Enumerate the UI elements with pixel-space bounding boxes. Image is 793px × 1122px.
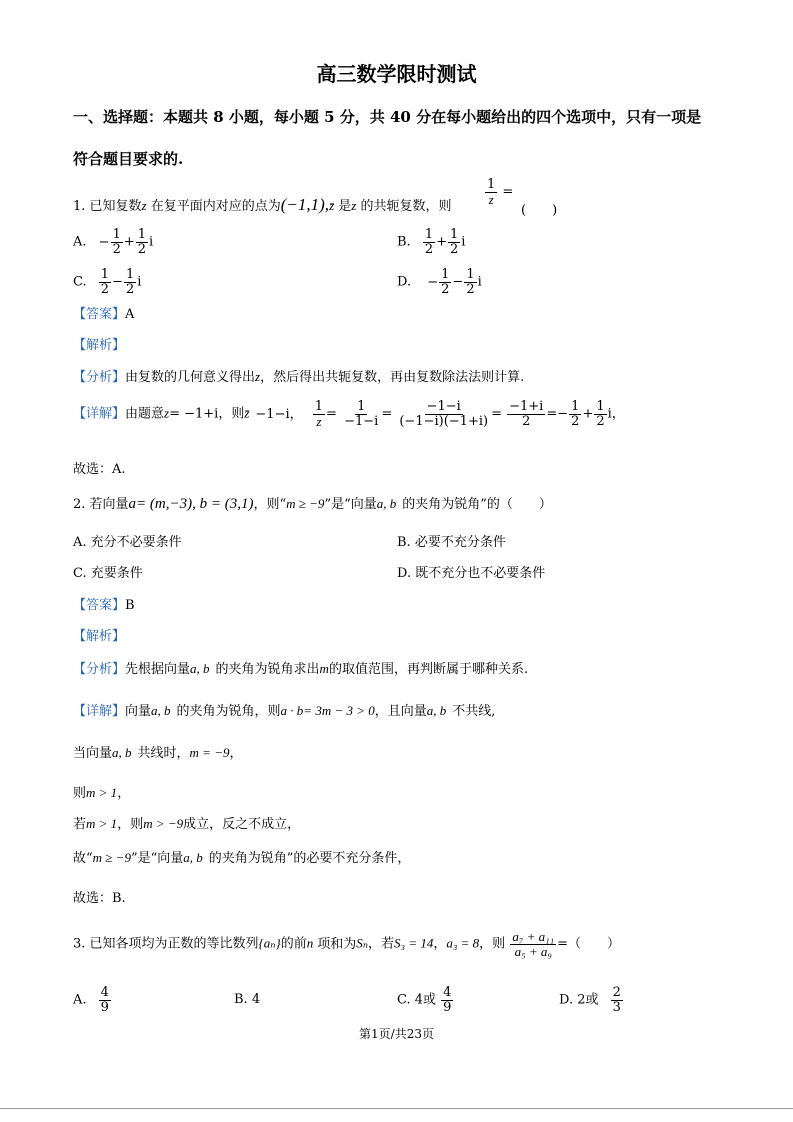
q3-stem-text: =（ ） bbox=[557, 936, 621, 952]
fraction bbox=[611, 986, 623, 1014]
plus-sign: + bbox=[123, 234, 135, 250]
fraction bbox=[594, 400, 606, 428]
fraction bbox=[342, 400, 380, 428]
page-footer: 第1页/共23页 bbox=[359, 1027, 434, 1041]
page-title: 高三数学限时测试 bbox=[316, 62, 477, 86]
q2-line4 bbox=[73, 817, 300, 831]
frac-den: z bbox=[316, 413, 322, 429]
fraction bbox=[313, 400, 325, 428]
line-eq: m > 1 bbox=[86, 816, 118, 831]
fenxi-text: 由复数的几何意义得出 bbox=[125, 370, 256, 385]
frac-num: 4 bbox=[443, 985, 452, 1000]
math-z: z bbox=[255, 369, 261, 384]
q2-option-d: D. 既不充分也不必要条件 bbox=[397, 566, 546, 581]
fraction bbox=[448, 228, 460, 256]
frac-num: 4 bbox=[100, 985, 109, 1000]
math-m: m bbox=[319, 661, 329, 676]
fraction bbox=[99, 268, 111, 296]
fraction bbox=[397, 400, 490, 428]
q2-analysis-tag: 【解析】 bbox=[73, 629, 126, 644]
fraction bbox=[569, 400, 581, 428]
imag-unit: i bbox=[477, 274, 482, 290]
xiangjie-text: 向量 bbox=[125, 704, 152, 719]
q1-answer-paren: ( ) bbox=[521, 203, 558, 218]
frac-den: 2 bbox=[466, 281, 475, 297]
answer-value: B bbox=[125, 598, 135, 613]
fraction bbox=[441, 986, 453, 1014]
fraction bbox=[464, 268, 476, 296]
xiangjie-eq: −1−i， bbox=[255, 406, 303, 422]
q3-sequence: {aₙ} bbox=[258, 935, 281, 951]
frac-num: 1 bbox=[424, 227, 434, 242]
frac-den: 2 bbox=[125, 281, 135, 297]
fraction bbox=[124, 268, 136, 296]
option-label: C. 4或 bbox=[397, 992, 437, 1008]
q3-stem-text: ， bbox=[433, 936, 447, 952]
equals: = bbox=[546, 406, 558, 422]
section-heading-line2: 符合题目要求的. bbox=[73, 150, 184, 168]
q1-conclusion: 故选：A. bbox=[73, 462, 126, 477]
frac-num: 1 bbox=[125, 267, 135, 282]
q2-option-c: C. 充要条件 bbox=[73, 566, 143, 581]
q1-stem-text: 是 bbox=[338, 199, 352, 214]
q1-stem-text: 1. 已知复数 bbox=[73, 199, 142, 214]
q1-option-b bbox=[397, 228, 465, 256]
frac-num: −1+i bbox=[509, 399, 544, 414]
line-text: 则 bbox=[73, 786, 87, 801]
frac-num: 1 bbox=[450, 227, 459, 242]
q3-stem-text: 项和为 bbox=[317, 936, 357, 952]
frac-den: z bbox=[488, 191, 494, 207]
q1-stem-text: 的共轭复数，则 bbox=[360, 199, 452, 214]
math-ab: a, b bbox=[112, 745, 132, 760]
line-text: ， bbox=[117, 786, 131, 801]
fenxi-text: 先根据向量 bbox=[125, 662, 191, 677]
frac-num: 1 bbox=[571, 399, 580, 414]
fraction bbox=[507, 400, 545, 428]
line-text: 故“ bbox=[73, 851, 93, 866]
math-sn: Sₙ bbox=[356, 935, 369, 951]
frac-num: a₇ + a₁₁ bbox=[512, 929, 555, 944]
q2-option-b: B. 必要不充分条件 bbox=[397, 535, 506, 550]
frac-num: 1 bbox=[112, 227, 121, 242]
math-ab: a, b bbox=[376, 496, 397, 511]
q3-stem-text: 的前 bbox=[280, 936, 307, 952]
frac-den: 2 bbox=[522, 413, 531, 429]
frac-den: 2 bbox=[596, 413, 605, 429]
frac-den: 3 bbox=[612, 999, 621, 1015]
frac-num: 1 bbox=[314, 399, 324, 414]
line-text: 的夹角为锐角”的必要不充分条件， bbox=[208, 851, 411, 866]
equals: = bbox=[502, 184, 514, 200]
fraction bbox=[136, 228, 148, 256]
q3-option-c bbox=[397, 986, 454, 1014]
q2-option-a: A. 充分不必要条件 bbox=[73, 535, 182, 550]
frac-den: 2 bbox=[112, 241, 121, 257]
math-s3: S₃ = 14 bbox=[394, 935, 434, 951]
q2-stem-text: 的夹角为锐角”的（ ） bbox=[402, 497, 552, 512]
frac-den: 2 bbox=[450, 241, 459, 257]
xiangjie-eq: = 3m − 3 > 0 bbox=[303, 703, 375, 718]
equals: = bbox=[326, 406, 337, 422]
math-a-dot-b: a · b bbox=[280, 703, 304, 718]
math-z: z bbox=[351, 198, 357, 213]
frac-den: 2 bbox=[571, 413, 580, 429]
math-z: z bbox=[164, 405, 170, 421]
frac-num: 1 bbox=[487, 177, 496, 192]
imag-unit: i bbox=[137, 274, 142, 290]
frac-num: 1 bbox=[100, 267, 110, 282]
fenxi-text: 的取值范围，再判断属于哪种关系. bbox=[328, 662, 529, 677]
math-a3: a₃ = 8 bbox=[446, 935, 480, 951]
q3-option-a bbox=[73, 986, 112, 1014]
answer-value: A bbox=[125, 307, 135, 322]
fenxi-text: ，然后得出共轭复数，再由复数除法法则计算. bbox=[260, 370, 525, 385]
q2-condition: m ≥ −9 bbox=[286, 496, 325, 511]
q1-option-a bbox=[73, 228, 153, 256]
q2-line2 bbox=[73, 746, 242, 760]
q2-xiangjie bbox=[73, 704, 495, 718]
frac-num: 1 bbox=[596, 399, 605, 414]
fraction bbox=[439, 268, 451, 296]
imag-unit: i bbox=[461, 234, 466, 250]
q3-option-d bbox=[559, 986, 624, 1014]
math-z: z bbox=[141, 198, 147, 213]
line-text: 成立，反之不成立， bbox=[183, 817, 301, 832]
line-eq: m > −9 bbox=[143, 816, 184, 831]
q1-point: (−1,1), bbox=[280, 195, 330, 214]
frac-num: 1 bbox=[441, 267, 450, 282]
fraction bbox=[485, 178, 497, 206]
xiangjie-text: ，且向量 bbox=[374, 704, 427, 719]
xiangjie-text: 的夹角为锐角，则 bbox=[176, 704, 281, 719]
minus-sign: − bbox=[112, 274, 123, 290]
frac-den: −1−i bbox=[344, 413, 379, 429]
q1-option-d bbox=[397, 268, 482, 296]
xiangjie-tag: 【详解】 bbox=[73, 406, 126, 422]
frac-den: 2 bbox=[100, 281, 110, 297]
option-label: C. bbox=[73, 274, 87, 290]
xiangjie-text: 不共线, bbox=[452, 704, 496, 719]
math-ab: a, b bbox=[426, 703, 447, 718]
fraction bbox=[111, 228, 123, 256]
q2-stem-text: ”是“向量 bbox=[324, 497, 377, 512]
line-text: ，则 bbox=[117, 817, 144, 832]
minus-sign: − bbox=[427, 274, 439, 290]
q1-frac-expr bbox=[484, 178, 513, 206]
math-zbar: z̄ bbox=[329, 198, 335, 213]
frac-den: (−1−i)(−1+i) bbox=[399, 413, 489, 429]
frac-den: 2 bbox=[137, 241, 147, 257]
frac-num: 2 bbox=[612, 985, 621, 1000]
math-ab: a, b bbox=[190, 661, 210, 676]
equals: = bbox=[381, 406, 393, 422]
math-ab: a, b bbox=[183, 850, 203, 865]
imag-unit: i bbox=[607, 406, 612, 422]
xiangjie-eq: = −1+i，则 bbox=[169, 406, 245, 422]
line-eq: m = −9 bbox=[189, 745, 230, 760]
q2-conclusion: 故选：B. bbox=[73, 891, 126, 906]
line-eq: m ≥ −9 bbox=[92, 850, 131, 865]
option-label: A. bbox=[73, 992, 87, 1008]
line-text: 当向量 bbox=[73, 746, 113, 761]
section-heading-line1: 一、选择题：本题共 8 小题，每小题 5 分，共 40 分在每小题给出的四个选项中，只有一项是 bbox=[73, 108, 702, 126]
q3-stem bbox=[73, 930, 620, 958]
minus-sign: − bbox=[98, 234, 110, 250]
option-label: A. bbox=[73, 234, 87, 250]
q1-stem bbox=[73, 196, 452, 213]
equals: = bbox=[491, 406, 502, 422]
q3-option-b: B. 4 bbox=[234, 992, 261, 1007]
fraction bbox=[99, 986, 111, 1014]
xiangjie-text: 由题意 bbox=[125, 406, 165, 422]
math-ab: a, b bbox=[151, 703, 171, 718]
q1-xiangjie: 【详解】由题意z= −1+i，则z̄ −1−i， $\frac{1}{z}$ = $\frac{1}{-1-i}$ = $\frac{-1-i}{(-1-i)(-1+i)}$ = $\frac{-1+i}{2}$ =− $\frac{1}{2}$ + $\frac{1}{2}$ i， bbox=[73, 399, 625, 429]
q3-stem-text: ，若 bbox=[368, 936, 395, 952]
fenxi-text: 的夹角为锐角求出 bbox=[215, 662, 320, 677]
fenxi-tag: 【分析】 bbox=[73, 370, 126, 385]
xiangjie-tag: 【详解】 bbox=[73, 704, 126, 719]
line-text: 共线时， bbox=[137, 746, 190, 761]
math-zbar: z̄ bbox=[244, 405, 250, 421]
line-text: ”是“向量 bbox=[130, 851, 184, 866]
option-label: D. 2或 bbox=[559, 992, 599, 1008]
minus-sign: − bbox=[557, 406, 569, 422]
q2-line3 bbox=[73, 786, 130, 800]
q1-option-c bbox=[73, 268, 141, 296]
q1-answer bbox=[73, 308, 134, 321]
minus-sign: − bbox=[452, 274, 464, 290]
answer-tag: 【答案】 bbox=[73, 598, 126, 613]
frac-num: 1 bbox=[466, 267, 475, 282]
frac-den: a₅ + a₉ bbox=[514, 943, 552, 959]
frac-den: 2 bbox=[441, 281, 450, 297]
frac-num: −1−i bbox=[426, 399, 461, 414]
fraction bbox=[423, 228, 435, 256]
q1-stem-text: 在复平面内对应的点为 bbox=[150, 199, 281, 214]
frac-den: 9 bbox=[443, 999, 452, 1015]
plus-sign: + bbox=[582, 406, 594, 422]
line-eq: m > 1 bbox=[86, 785, 118, 800]
q2-vectors: = (m,−3), b = (3,1) bbox=[136, 496, 254, 512]
imag-unit: i bbox=[149, 234, 154, 250]
q2-answer bbox=[73, 599, 135, 612]
math-n: n bbox=[306, 935, 314, 951]
option-label: B. bbox=[397, 234, 411, 250]
frac-num: 1 bbox=[137, 227, 147, 242]
frac-den: 2 bbox=[424, 241, 434, 257]
q2-stem-text: ，则“ bbox=[253, 497, 287, 512]
q1-fenxi bbox=[73, 370, 524, 384]
q3-stem-text: 3. 已知各项均为正数的等比数列 bbox=[73, 936, 259, 952]
page-bottom-divider bbox=[0, 1108, 793, 1109]
answer-tag: 【答案】 bbox=[73, 307, 126, 322]
q1-analysis-tag: 【解析】 bbox=[73, 338, 126, 353]
q2-line5 bbox=[73, 851, 410, 865]
line-text: ， bbox=[229, 746, 243, 761]
q2-stem: 2. 若向量a= (m,−3), b = (3,1)，则“m ≥ −9”是“向量a, b 的夹角为锐角”的（ ） bbox=[73, 496, 552, 512]
q3-stem-text: ，则 bbox=[479, 936, 506, 952]
fenxi-tag: 【分析】 bbox=[73, 662, 126, 677]
plus-sign: + bbox=[436, 234, 448, 250]
frac-num: 1 bbox=[357, 399, 366, 414]
q2-fenxi bbox=[73, 662, 528, 676]
line-text: 若 bbox=[73, 817, 87, 832]
option-label: D. bbox=[397, 274, 412, 290]
fraction bbox=[510, 930, 556, 958]
frac-den: 9 bbox=[100, 999, 109, 1015]
q2-stem-text: 2. 若向量 bbox=[73, 497, 129, 512]
